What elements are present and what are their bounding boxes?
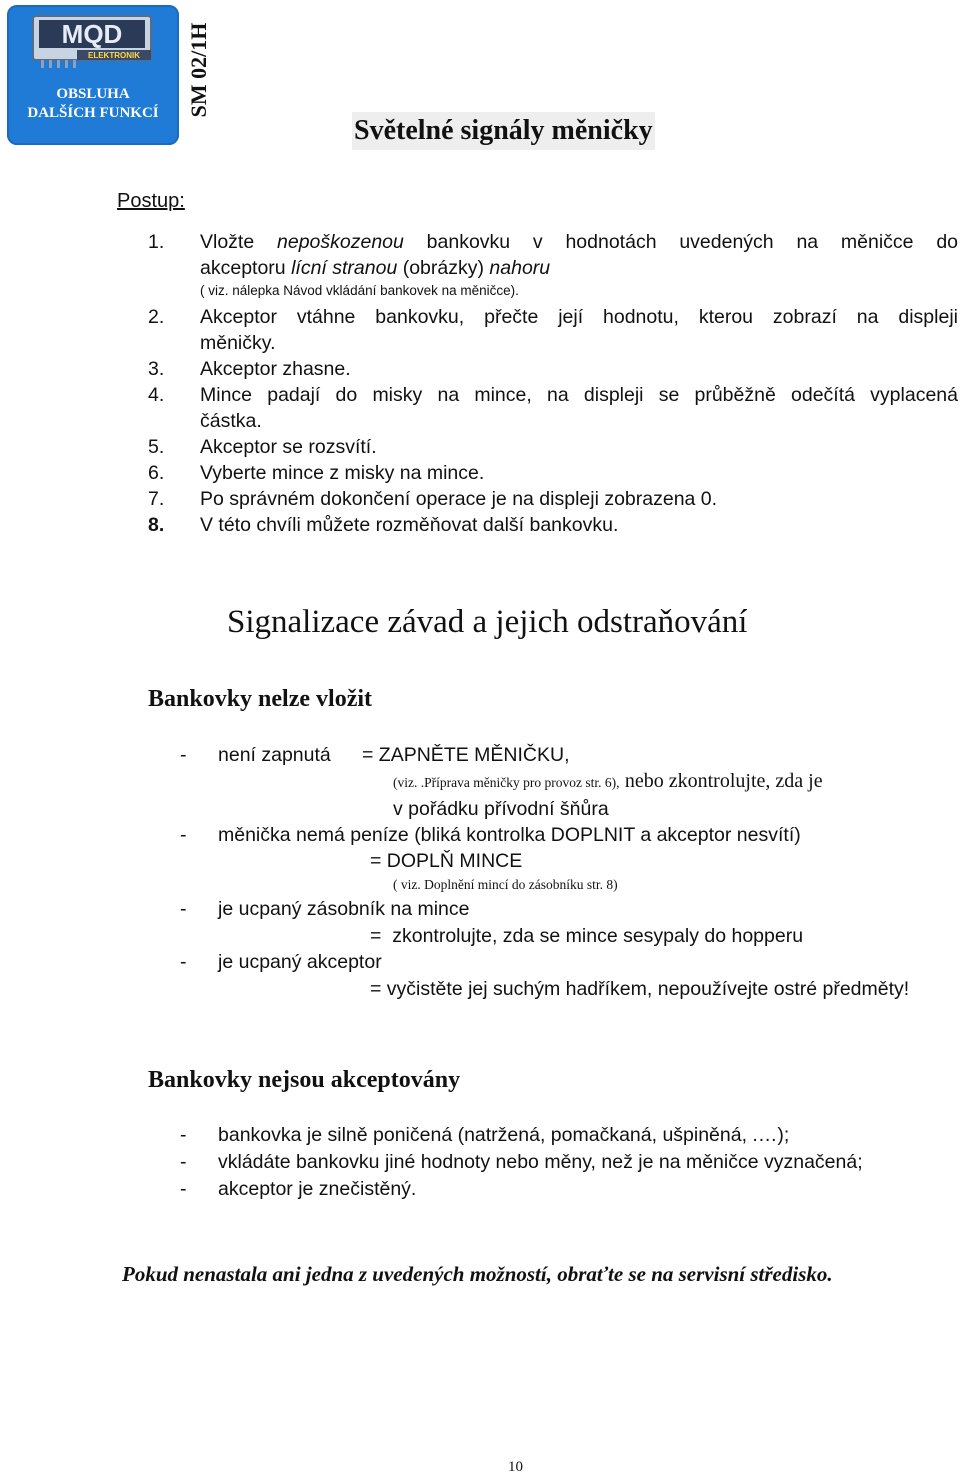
fault-fix: = ZAPNĚTE MĚNIČKU,: [362, 744, 570, 766]
step-item: [148, 512, 958, 538]
subsection-heading-not-accepted: Bankovky nejsou akceptovány: [148, 1067, 461, 1093]
fault-fix: = DOPLŇ MINCE: [370, 850, 523, 872]
section-heading: Signalizace závad a jejich odstraňování: [227, 604, 748, 640]
step-text: Mince padají do misky na mince, na displeji se průběžně odečítá vyplacená: [200, 384, 958, 406]
step-number: 2.: [148, 306, 165, 328]
step-number: 4.: [148, 384, 165, 406]
step-number: 6.: [148, 462, 165, 484]
fault-dash: -: [180, 898, 187, 920]
brand-logo-icon: [27, 10, 157, 72]
step-item: [148, 229, 958, 301]
step-item: [148, 486, 958, 512]
logo-caption-line1: OBSLUHA: [56, 86, 130, 102]
step-item: [148, 382, 958, 434]
fault-dash: -: [180, 744, 187, 766]
step-item: [148, 460, 958, 486]
step-number: 7.: [148, 488, 165, 510]
fault-dash: -: [180, 951, 187, 973]
step-text: Vyberte mince z misky na mince.: [200, 462, 485, 484]
step-text: Akceptor vtáhne bankovku, přečte její hodnotu, kterou zobrazí na displeji: [200, 306, 958, 328]
fault-dash: -: [180, 824, 187, 846]
subsection-heading-cannot-insert: Bankovky nelze vložit: [148, 686, 373, 712]
fault-cause: měnička nemá peníze (bliká kontrolka DOPLNIT a akceptor nesvítí): [218, 824, 801, 846]
service-note: Pokud nenastala ani jedna z uvedených možností, obraťte se na servisní středisko.: [122, 1262, 833, 1286]
reason-dash: -: [180, 1151, 187, 1173]
logo-brand-text: MQD: [61, 19, 123, 49]
step-text: Akceptor se rozsvítí.: [200, 436, 377, 458]
fault-note: ( viz. Doplnění mincí do zásobníku str. 8): [393, 877, 618, 892]
step-text: Vložte nepoškozenou bankovku v hodnotách uvedených na měničce do: [200, 231, 959, 253]
step-item: [148, 356, 958, 382]
step-number: 5.: [148, 436, 165, 458]
reason-item: bankovka je silně poničená (natržená, pomačkaná, ušpiněná, .…);: [218, 1124, 790, 1146]
fault-note: (viz. .Příprava měničky pro provoz str. 6), nebo zkontrolujte, zda je: [393, 770, 823, 792]
reason-item: vkládáte bankovku jiné hodnoty nebo měny, než je na měničce vyznačená;: [218, 1151, 863, 1173]
reason-dash: -: [180, 1178, 187, 1200]
page-number: 10: [508, 1459, 523, 1475]
reason-dash: -: [180, 1124, 187, 1146]
fault-cause: je ucpaný zásobník na mince: [218, 898, 470, 920]
step-number: 1.: [148, 231, 165, 253]
document-code-text: SM 02/1H: [186, 22, 211, 118]
step-text: V této chvíli můžete rozměňovat další bankovku.: [200, 514, 619, 536]
document-code: [178, 10, 216, 130]
procedure-label: Postup:: [117, 190, 185, 212]
step-number: 8.: [148, 514, 165, 536]
step-text: Akceptor zhasne.: [200, 358, 351, 380]
fault-fix: = zkontrolujte, zda se mince sesypaly do hopperu: [370, 925, 804, 947]
fault-note-line2: v pořádku přívodní šňůra: [393, 798, 609, 820]
step-number: 3.: [148, 358, 165, 380]
logo-caption-line2: DALŠÍCH FUNKCÍ: [27, 105, 159, 121]
logo-caption: [7, 85, 179, 123]
step-note: ( viz. nálepka Návod vkládání bankovek na měničce).: [200, 283, 519, 298]
procedure-steps: [148, 229, 958, 538]
fault-cause: není zapnutá: [218, 744, 331, 766]
reason-item: akceptor je znečistěný.: [218, 1178, 417, 1200]
step-text: akceptoru lícní stranou (obrázky) nahoru: [200, 257, 551, 279]
step-text: Po správném dokončení operace je na displeji zobrazena 0.: [200, 488, 718, 510]
logo-sub-text: ELEKTRONIK: [88, 51, 140, 60]
step-item: [148, 434, 958, 460]
step-item: [148, 304, 958, 356]
step-text: měničky.: [200, 332, 276, 354]
page-title: Světelné signály měničky: [352, 112, 655, 150]
step-text: částka.: [200, 410, 262, 432]
fault-fix: = vyčistěte jej suchým hadříkem, nepoužívejte ostré předměty!: [370, 978, 910, 1000]
fault-cause: je ucpaný akceptor: [218, 951, 382, 973]
